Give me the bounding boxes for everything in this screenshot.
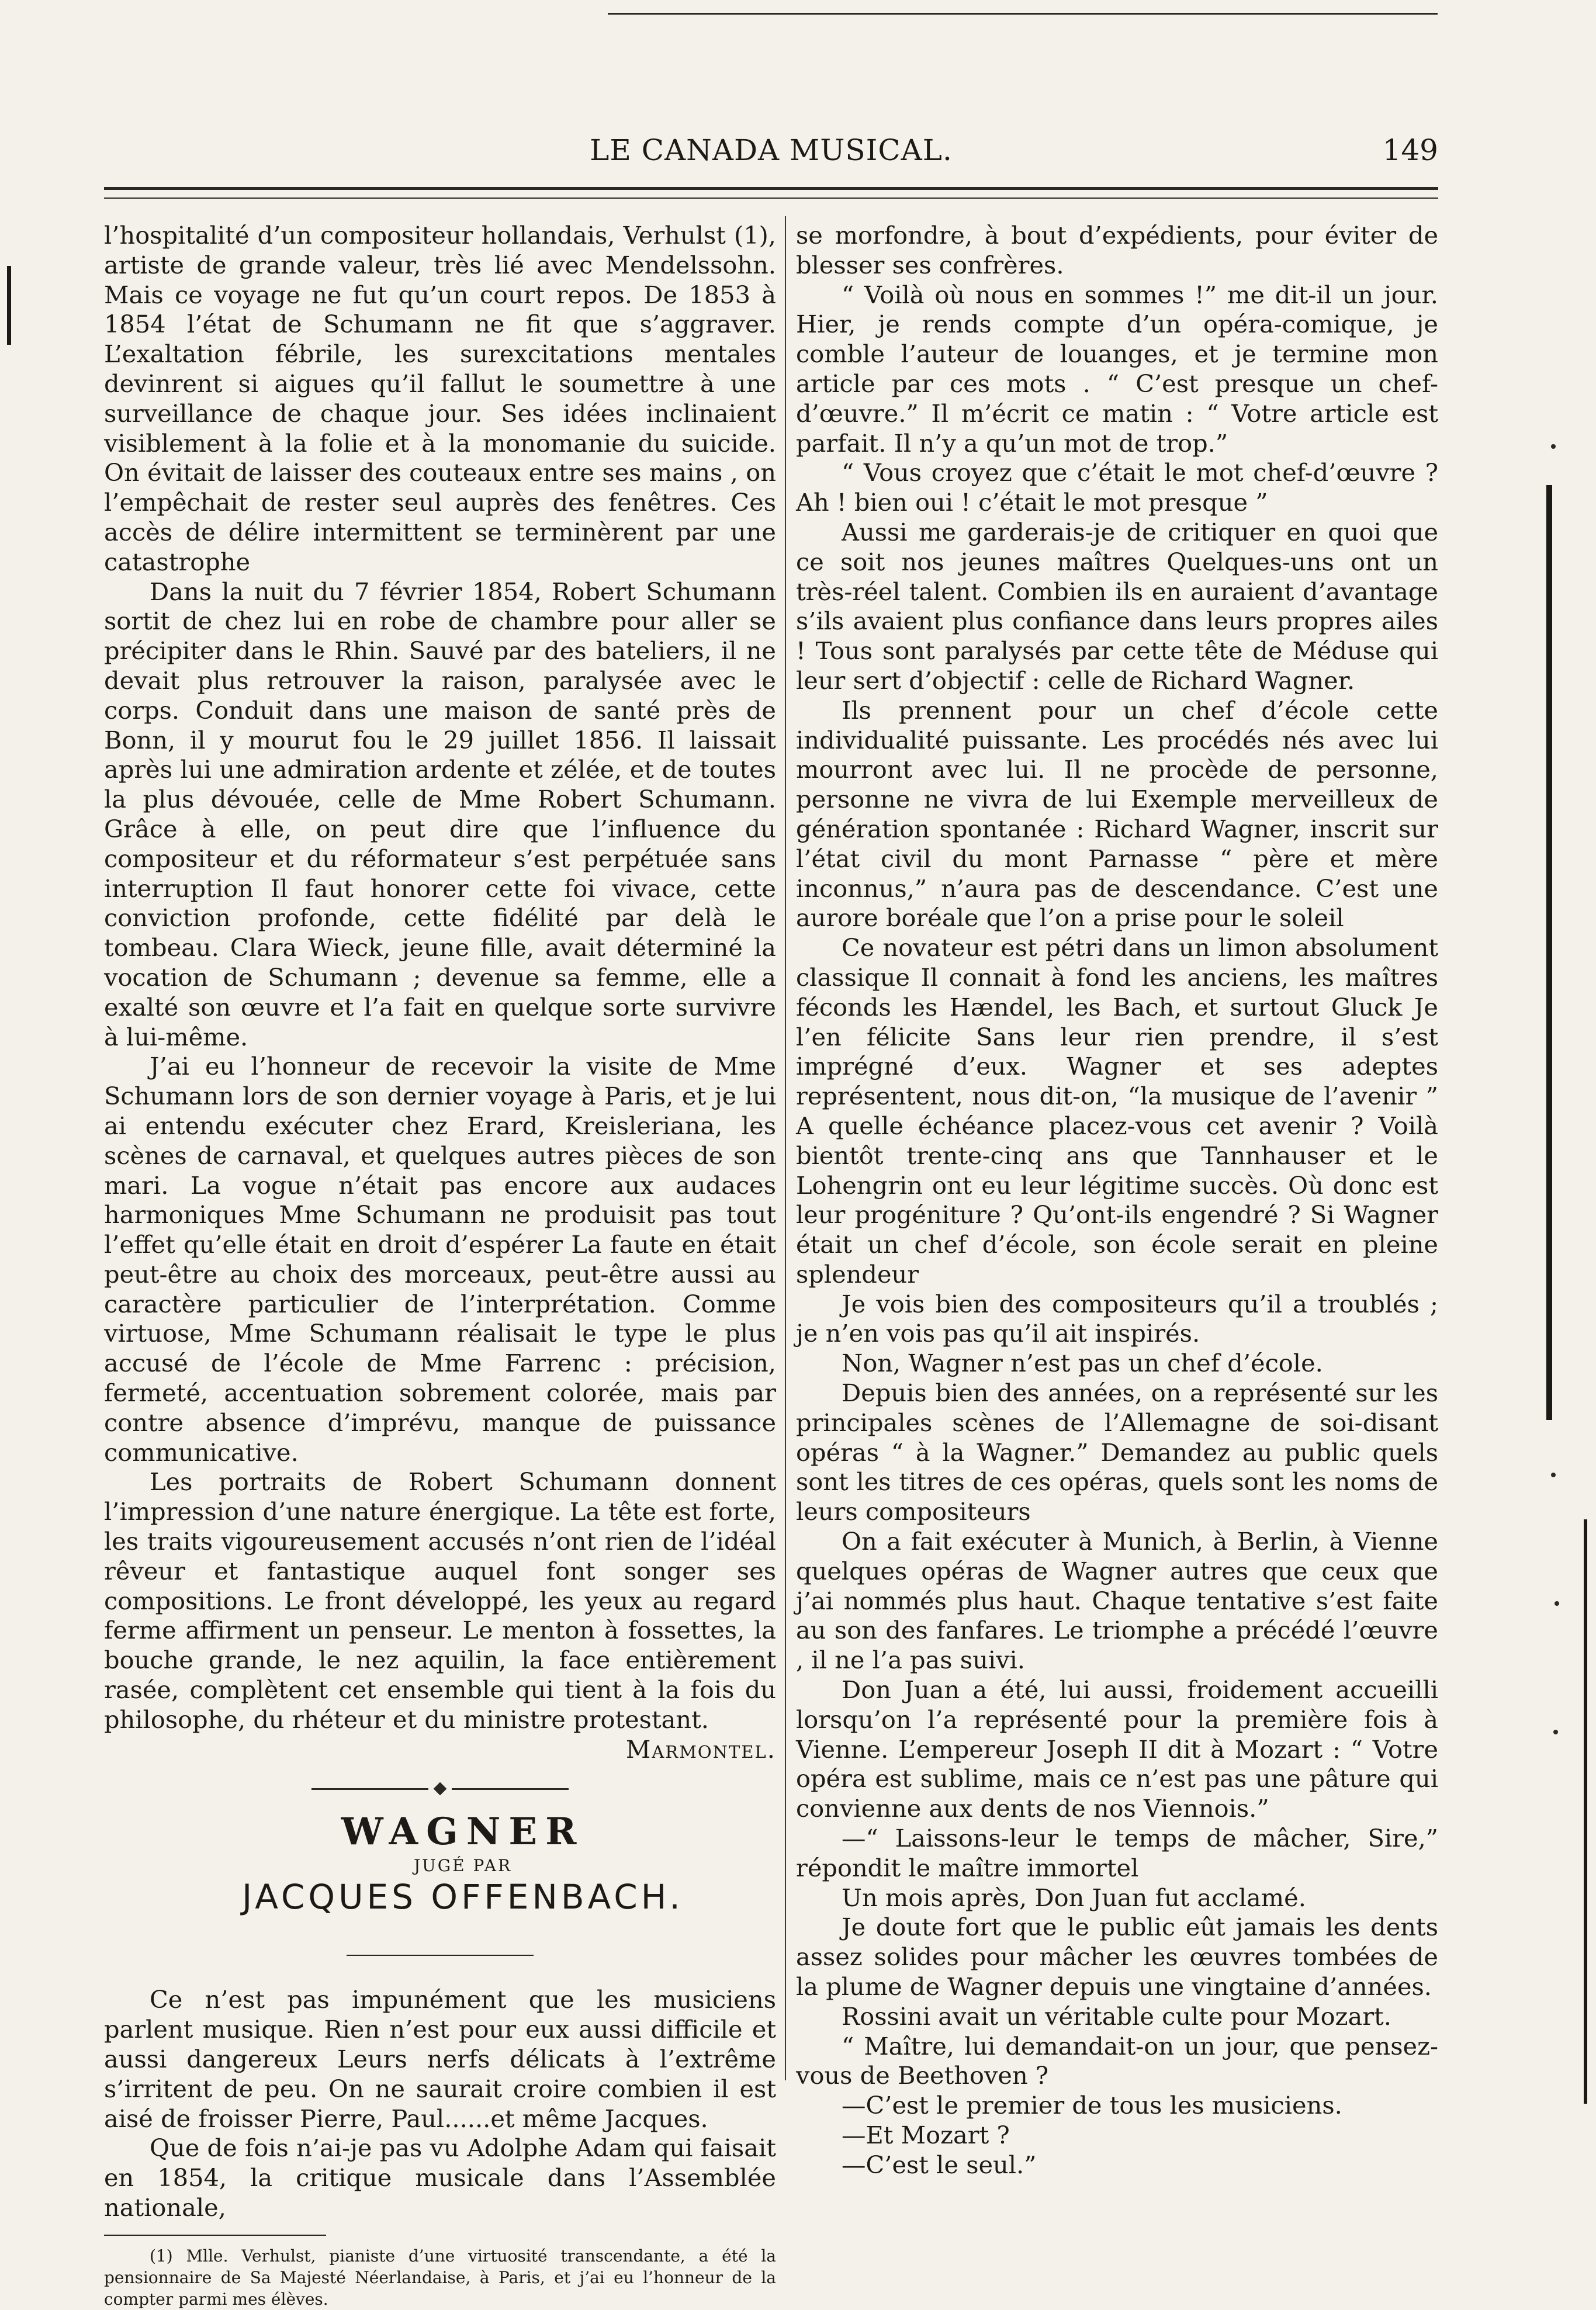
footnote-rule	[104, 2235, 326, 2236]
paragraph: Que de fois n’ai-je pas vu Adolphe Adam qui faisait en 1854, la critique musicale dans l’Assemblée nationale,	[104, 2134, 776, 2222]
paragraph: Aussi me garderais-je de critiquer en quoi que ce soit nos jeunes maîtres Quelques-uns ont un très-réel talent. Combien ils en auraient d’avantage s’ils avaient plus confiance dans leurs propres ailes ! Tous sont paralysés par cette tête de Méduse qui leur sert d’objectif : celle de Richard Wagner.	[796, 517, 1438, 695]
left-column	[104, 221, 776, 2310]
header-rule-thick	[104, 187, 1438, 190]
publication-title: LE CANADA MUSICAL.	[590, 133, 953, 167]
paragraph: “ Voilà où nous en sommes !” me dit-il un jour. Hier, je rends compte d’un opéra-comique, je comble l’auteur de louanges, et je termine mon article par ces mots . “ C’est presque un chef-d’œuvre.” Il m’écrit ce matin : “ Votre article est parfait. Il n’y a qu’un mot de trop.”	[796, 280, 1438, 458]
scan-edge-bar	[1584, 1519, 1587, 2104]
scan-speck	[1555, 1601, 1559, 1606]
title-rule	[347, 1955, 534, 1956]
paragraph: Je doute fort que le public eût jamais les dents assez solides pour mâcher les œuvres tombées de la plume de Wagner depuis une vingtaine d’années.	[796, 1913, 1438, 2001]
paragraph: Rossini avait un véritable culte pour Mozart.	[842, 2001, 1391, 2031]
paragraph: Non, Wagner n’est pas un chef d’école.	[842, 1349, 1323, 1378]
article-title: WAGNER	[341, 1810, 585, 1854]
scan-speck	[1551, 1473, 1556, 1477]
paragraph: Les portraits de Robert Schumann donnent l’impression d’une nature énergique. La tête est forte, les traits vigoureusement accusés n’ont rien de l’idéal rêveur et fantastique auquel font songer ses compositions. Le front développé, les yeux au regard ferme affirment un penseur. Le menton à fossettes, la bouche grande, le nez aquilin, la face entièrement rasée, complètent cet ensemble qui tient à la fois du philosophe, du rhéteur et du ministre protestant.	[104, 1467, 776, 1734]
paragraph: Depuis bien des années, on a représenté sur les principales scènes de l’Allemagne de soi-disant opéras “ à la Wagner.” Demandez au public quels sont les titres de ces opéras, quels sont les noms de leurs compositeurs	[796, 1379, 1438, 1526]
article-byline: JUGÉ PAR	[413, 1856, 513, 1876]
paragraph: Don Juan a été, lui aussi, froidement accueilli lorsqu’on l’a représenté pour la première fois à Vienne. L’empereur Joseph II dit à Mozart : “ Votre opéra est sublime, mais ce n’est pas une pâture qui convienne aux dents de nos Viennois.”	[796, 1675, 1438, 1823]
ornament-diamond-icon	[434, 1782, 447, 1796]
ornament-line	[452, 1788, 569, 1790]
scan-edge-bar	[1546, 485, 1552, 1420]
paragraph: Dans la nuit du 7 février 1854, Robert Schumann sortit de chez lui en robe de chambre pour aller se précipiter dans le Rhin. Sauvé par des bateliers, il ne devait plus retrouver la raison, paralysée avec le corps. Conduit dans une maison de santé près de Bonn, il y mourut fou le 29 juillet 1856. Il laissait après lui une admiration ardente et zélée, et de toutes la plus dévouée, celle de Mme Robert Schumann. Grâce à elle, on peut dire que l’influence du compositeur et du réformateur s’est perpétuée sans interruption Il faut honorer cette foi vivace, cette conviction profonde, cette fidélité par delà le tombeau. Clara Wieck, jeune fille, avait déterminé la vocation de Schumann ; devenue sa femme, elle a exalté son œuvre et l’a fait en quelque sorte survivre à lui-même.	[104, 577, 776, 1051]
paragraph: “ Vous croyez que c’était le mot chef-d’œuvre ? Ah ! bien oui ! c’était le mot presque ”	[796, 458, 1438, 517]
right-column	[796, 221, 1438, 2180]
paragraph: —Et Mozart ?	[842, 2121, 1010, 2149]
section-ornament	[104, 1784, 776, 1793]
top-rule	[608, 13, 1438, 15]
paragraph: se morfondre, à bout d’expédients, pour éviter de blesser ses confrères.	[796, 221, 1438, 279]
paragraph: On a fait exécuter à Munich, à Berlin, à Vienne quelques opéras de Wagner autres que ceux que j’ai nommés plus haut. Chaque tentative s’est faite au son des fanfares. Le triomphe a précédé l’œuvre , il ne l’a pas suivi.	[796, 1527, 1438, 1675]
scan-speck	[1553, 1730, 1558, 1734]
paragraph: J’ai eu l’honneur de recevoir la visite de Mme Schumann lors de son dernier voyage à Paris, et je lui ai entendu exécuter chez Erard, Kreisleriana, les scènes de carnaval, et quelques autres pièces de son mari. La vogue n’était pas encore aux audaces harmoniques Mme Schumann ne produisit pas tout l’effet qu’elle était en droit d’espérer La faute en était peut-être au choix des morceaux, peut-être aussi au caractère particulier de l’interprétation. Comme virtuose, Mme Schumann réalisait le type le plus accusé de l’école de Mme Farrenc : précision, fermeté, accentuation sobrement colorée, mais par contre absence d’imprévu, manque de puissance communicative.	[104, 1052, 776, 1467]
page-number: 149	[1382, 133, 1438, 167]
scan-speck	[1551, 444, 1556, 449]
article-author: JACQUES OFFENBACH.	[242, 1877, 684, 1917]
column-divider	[785, 216, 786, 2080]
paragraph: Ce n’est pas impunément que les musiciens parlent musique. Rien n’est pour eux aussi difficile et aussi dangereux Leurs nerfs délicats à l’extrême s’irritent de peu. On ne saurait croire combien il est aisé de froisser Pierre, Paul......et même Jacques.	[104, 1985, 776, 2133]
header-rule-thin	[104, 198, 1438, 199]
paragraph: l’hospitalité d’un compositeur hollandais, Verhulst (1), artiste de grande valeur, très lié avec Mendelssohn. Mais ce voyage ne fut qu’un court repos. De 1853 à 1854 l’état de Schumann ne fit que s’aggraver. L’exaltation fébrile, les surexcitations mentales devinrent si aigues qu’il fallut le soumettre à une surveillance de chaque jour. Ses idées inclinaient visiblement à la folie et à la monomanie du suicide. On évitait de laisser des couteaux entre ses mains , on l’empêchait de rester seul auprès des fenêtres. Ces accès de délire intermittent se terminèrent par une catastrophe	[104, 221, 776, 576]
running-header	[104, 127, 1438, 174]
signature: Marmontel.	[625, 1734, 776, 1764]
paragraph: Je vois bien des compositeurs qu’il a troublés ; je n’en vois pas qu’il ait inspirés.	[796, 1289, 1438, 1348]
ornament-line	[311, 1788, 428, 1790]
paragraph: —“ Laissons-leur le temps de mâcher, Sire,” répondit le maître immortel	[796, 1824, 1438, 1882]
left-margin-bar	[7, 266, 11, 345]
paragraph: —C’est le seul.”	[842, 2150, 1037, 2179]
paragraph: Ce novateur est pétri dans un limon absolument classique Il connait à fond les anciens, les maîtres féconds les Hændel, les Bach, et surtout Gluck Je l’en félicite Sans leur rien prendre, il s’est imprégné d’eux. Wagner et ses adeptes représentent, nous dit-on, “la musique de l’avenir ” A quelle échéance placez-vous cet avenir ? Voilà bientôt trente-cinq ans que Tannhauser et le Lohengrin ont eu leur légitime succès. Où donc est leur progéniture ? Qu’ont-ils engendré ? Si Wagner était un chef d’école, son école serait en pleine splendeur	[796, 933, 1438, 1289]
paragraph: Un mois après, Don Juan fut acclamé.	[842, 1883, 1306, 1912]
paragraph: Ils prennent pour un chef d’école cette individualité puissante. Les procédés nés avec lui mourront avec lui. Il ne procède de personne, personne ne vivra de lui Exemple merveilleux de génération spontanée : Richard Wagner, inscrit sur l’état civil du mont Parnasse “ père et mère inconnus,” n’aura pas de descendance. C’est une aurore boréale que l’on a prise pour le soleil	[796, 695, 1438, 933]
paragraph: “ Maître, lui demandait-on un jour, que pensez-vous de Beethoven ?	[796, 2031, 1438, 2090]
paragraph: —C’est le premier de tous les musiciens.	[842, 2091, 1342, 2120]
footnote: (1) Mlle. Verhulst, pianiste d’une virtuosité transcendante, a été la pensionnaire de Sa Majesté Néerlandaise, à Paris, et j’ai eu l’honneur de la compter parmi mes élèves.	[104, 2246, 776, 2309]
